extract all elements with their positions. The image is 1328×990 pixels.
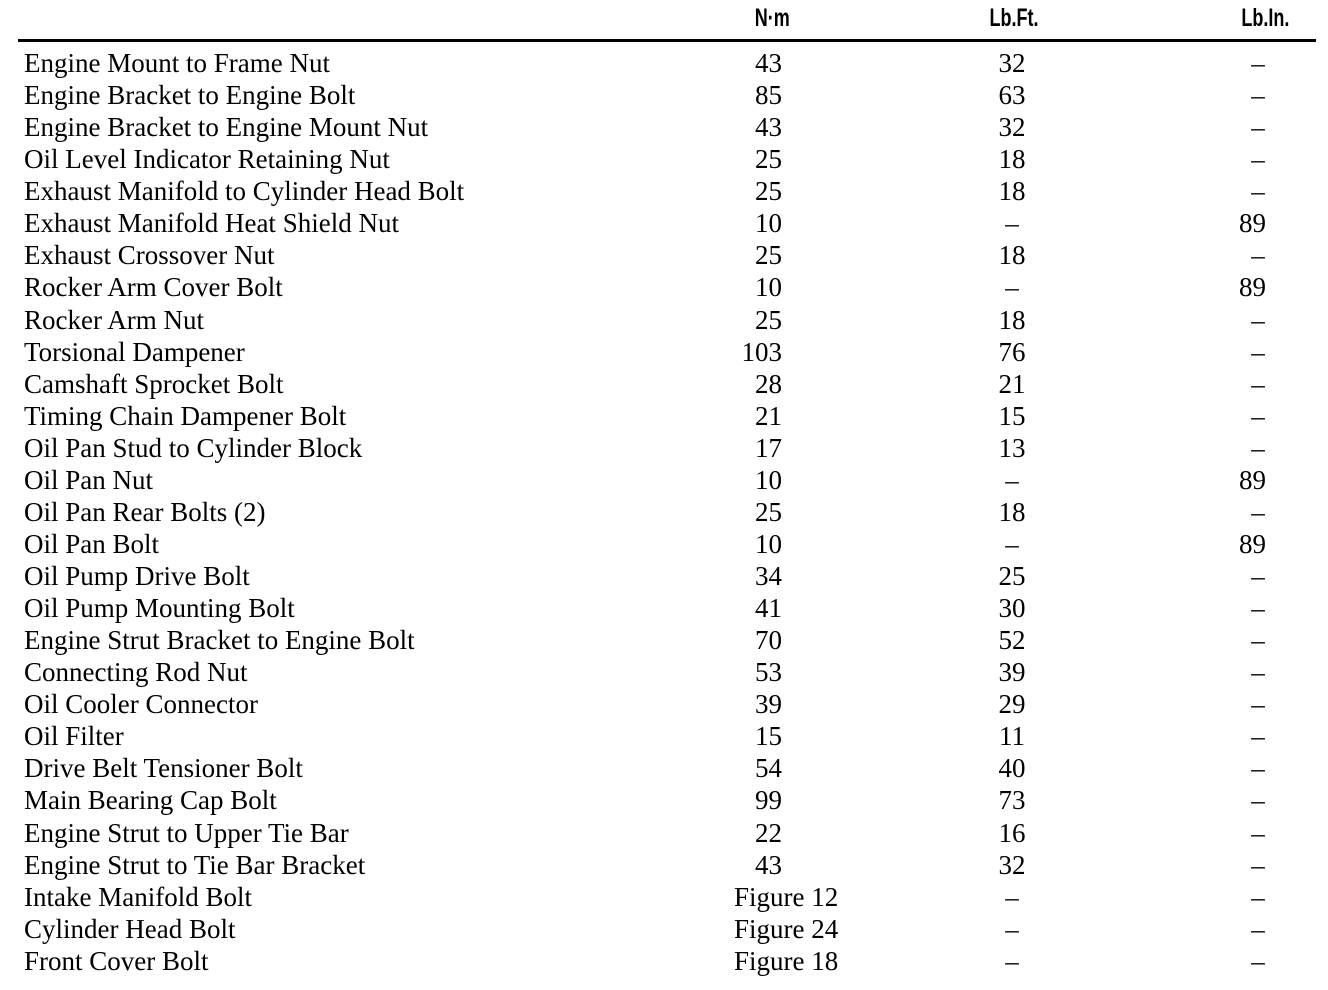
fastener-name: Intake Manifold Bolt — [24, 881, 252, 912]
fastener-name: Camshaft Sprocket Bolt — [24, 368, 284, 399]
value-lbin: – — [1251, 817, 1265, 848]
fastener-name: Rocker Arm Nut — [24, 304, 204, 335]
value-lbin: – — [1251, 496, 1265, 527]
value-lbft: 18 — [998, 176, 1026, 207]
table-row — [0, 720, 1328, 752]
value-nm: 10 — [755, 208, 782, 239]
value-lbin: 89 — [1239, 272, 1266, 303]
fastener-name: Oil Pan Nut — [24, 464, 154, 495]
fastener-name: Engine Strut to Tie Bar Bracket — [24, 849, 366, 880]
torque-table — [0, 47, 1328, 977]
value-nm: 15 — [755, 721, 782, 752]
value-lbft: 52 — [998, 625, 1026, 656]
value-lbft: 73 — [998, 785, 1026, 816]
value-lbin: – — [1251, 561, 1265, 591]
value-lbin: – — [1251, 112, 1265, 143]
value-nm: 25 — [755, 144, 782, 175]
value-nm: 53 — [755, 657, 782, 688]
value-nm: 99 — [755, 785, 782, 816]
value-lbft: 25 — [998, 561, 1026, 591]
value-lbin: 89 — [1239, 208, 1266, 239]
value-nm: 43 — [755, 48, 782, 78]
table-row — [0, 528, 1328, 560]
value-lbft: 29 — [998, 689, 1026, 720]
fastener-name: Oil Pump Drive Bolt — [24, 561, 250, 591]
value-nm: 10 — [755, 272, 782, 303]
value-lbft: – — [1005, 464, 1019, 495]
value-lbin: – — [1251, 657, 1265, 688]
value-lbft: 76 — [998, 336, 1026, 367]
value-lbin: – — [1251, 176, 1265, 207]
value-lbft: 11 — [999, 721, 1025, 752]
table-row — [0, 47, 1328, 79]
value-nm: 34 — [755, 561, 782, 591]
value-lbin: – — [1251, 913, 1265, 944]
header-lbin: Lb.In. — [1241, 4, 1290, 32]
value-nm: 25 — [755, 176, 782, 207]
value-lbin: – — [1251, 753, 1265, 784]
fastener-name: Oil Pump Mounting Bolt — [24, 593, 295, 624]
value-nm: 54 — [755, 753, 782, 784]
table-row — [0, 111, 1328, 143]
value-lbin: – — [1251, 785, 1265, 816]
value-lbin: – — [1251, 336, 1265, 367]
value-lbin: – — [1251, 144, 1265, 175]
table-row — [0, 656, 1328, 688]
value-lbin: – — [1251, 48, 1265, 78]
value-nm: 25 — [755, 304, 782, 335]
table-row — [0, 881, 1328, 913]
value-nm: 43 — [755, 112, 782, 143]
fastener-name: Main Bearing Cap Bolt — [24, 785, 277, 816]
value-lbft: 39 — [998, 657, 1026, 688]
value-lbft: – — [1005, 913, 1019, 944]
table-row — [0, 304, 1328, 336]
fastener-name: Engine Bracket to Engine Mount Nut — [24, 112, 429, 143]
value-lbin: – — [1251, 849, 1265, 880]
value-nm: 25 — [755, 240, 782, 271]
value-lbft: 18 — [998, 240, 1026, 271]
fastener-name: Connecting Rod Nut — [24, 657, 248, 688]
value-lbft: – — [1005, 881, 1019, 912]
fastener-name: Engine Bracket to Engine Bolt — [24, 80, 356, 111]
table-row — [0, 913, 1328, 945]
header-lbft: Lb.Ft. — [989, 4, 1039, 32]
value-lbin: – — [1251, 689, 1265, 720]
value-lbin: – — [1251, 400, 1265, 431]
value-lbin: – — [1251, 240, 1265, 271]
fastener-name: Drive Belt Tensioner Bolt — [24, 753, 303, 784]
table-row — [0, 849, 1328, 881]
fastener-name: Oil Pan Stud to Cylinder Block — [24, 432, 363, 463]
table-row — [0, 624, 1328, 656]
fastener-name: Oil Pan Bolt — [24, 528, 160, 559]
header-divider — [18, 39, 1316, 42]
value-nm: Figure 18 — [734, 945, 839, 976]
value-nm: 43 — [755, 849, 782, 880]
value-lbft: – — [1005, 528, 1019, 559]
fastener-name: Engine Strut to Upper Tie Bar — [24, 817, 349, 848]
value-lbft: 30 — [998, 593, 1026, 624]
value-nm: 10 — [755, 464, 782, 495]
value-lbft: 18 — [998, 144, 1026, 175]
value-lbin: 89 — [1239, 528, 1266, 559]
value-nm: 39 — [755, 689, 782, 720]
table-row — [0, 945, 1328, 977]
value-nm: 85 — [755, 80, 782, 111]
value-lbin: – — [1251, 593, 1265, 624]
value-nm: 70 — [755, 625, 782, 656]
fastener-name: Oil Pan Rear Bolts (2) — [24, 496, 266, 527]
value-lbft: 63 — [998, 80, 1026, 111]
value-nm: 22 — [755, 817, 782, 848]
value-lbin: – — [1251, 368, 1265, 399]
fastener-name: Exhaust Manifold to Cylinder Head Bolt — [24, 176, 465, 207]
value-lbin: – — [1251, 625, 1265, 656]
table-row — [0, 688, 1328, 720]
value-lbft: 32 — [998, 112, 1026, 143]
fastener-name: Front Cover Bolt — [24, 945, 209, 976]
value-nm: 103 — [741, 336, 782, 367]
fastener-name: Oil Filter — [24, 721, 124, 752]
value-nm: 28 — [755, 368, 782, 399]
table-row — [0, 368, 1328, 400]
fastener-name: Engine Strut Bracket to Engine Bolt — [24, 625, 415, 656]
table-row — [0, 207, 1328, 239]
table-row — [0, 400, 1328, 432]
table-row — [0, 752, 1328, 784]
value-lbft: 21 — [998, 368, 1026, 399]
table-row — [0, 464, 1328, 496]
table-row — [0, 143, 1328, 175]
value-lbft: 32 — [998, 48, 1026, 78]
value-lbin: 89 — [1239, 464, 1266, 495]
value-lbin: – — [1251, 721, 1265, 752]
value-lbin: – — [1251, 80, 1265, 111]
value-nm: Figure 24 — [734, 913, 839, 944]
value-lbft: – — [1005, 272, 1019, 303]
header-nm: N·m — [754, 4, 790, 32]
table-row — [0, 784, 1328, 816]
value-lbft: 18 — [998, 304, 1026, 335]
value-lbft: 18 — [998, 496, 1026, 527]
value-lbin: – — [1251, 304, 1265, 335]
table-row — [0, 592, 1328, 624]
value-nm: 21 — [755, 400, 782, 431]
value-lbft: – — [1005, 208, 1019, 239]
table-row — [0, 496, 1328, 528]
fastener-name: Oil Level Indicator Retaining Nut — [24, 144, 390, 175]
value-lbin: – — [1251, 881, 1265, 912]
value-lbin: – — [1251, 432, 1265, 463]
value-lbft: 16 — [998, 817, 1026, 848]
value-lbft: 15 — [998, 400, 1026, 431]
value-lbin: – — [1251, 945, 1265, 976]
table-row — [0, 271, 1328, 303]
value-nm: 17 — [755, 432, 782, 463]
table-row — [0, 79, 1328, 111]
table-row — [0, 175, 1328, 207]
fastener-name: Cylinder Head Bolt — [24, 913, 236, 944]
fastener-name: Exhaust Crossover Nut — [24, 240, 275, 271]
value-lbft: 13 — [998, 432, 1026, 463]
value-lbft: – — [1005, 945, 1019, 976]
fastener-name: Timing Chain Dampener Bolt — [24, 400, 347, 431]
value-nm: 10 — [755, 528, 782, 559]
fastener-name: Rocker Arm Cover Bolt — [24, 272, 283, 303]
value-nm: Figure 12 — [734, 881, 839, 912]
fastener-name: Torsional Dampener — [24, 336, 245, 367]
table-row — [0, 560, 1328, 592]
value-nm: 41 — [755, 593, 782, 624]
value-lbft: 32 — [998, 849, 1026, 880]
table-row — [0, 239, 1328, 271]
fastener-name: Engine Mount to Frame Nut — [24, 48, 330, 78]
fastener-name: Oil Cooler Connector — [24, 689, 258, 720]
table-row — [0, 336, 1328, 368]
fastener-name: Exhaust Manifold Heat Shield Nut — [24, 208, 399, 239]
table-row — [0, 432, 1328, 464]
table-row — [0, 817, 1328, 849]
value-nm: 25 — [755, 496, 782, 527]
value-lbft: 40 — [998, 753, 1026, 784]
